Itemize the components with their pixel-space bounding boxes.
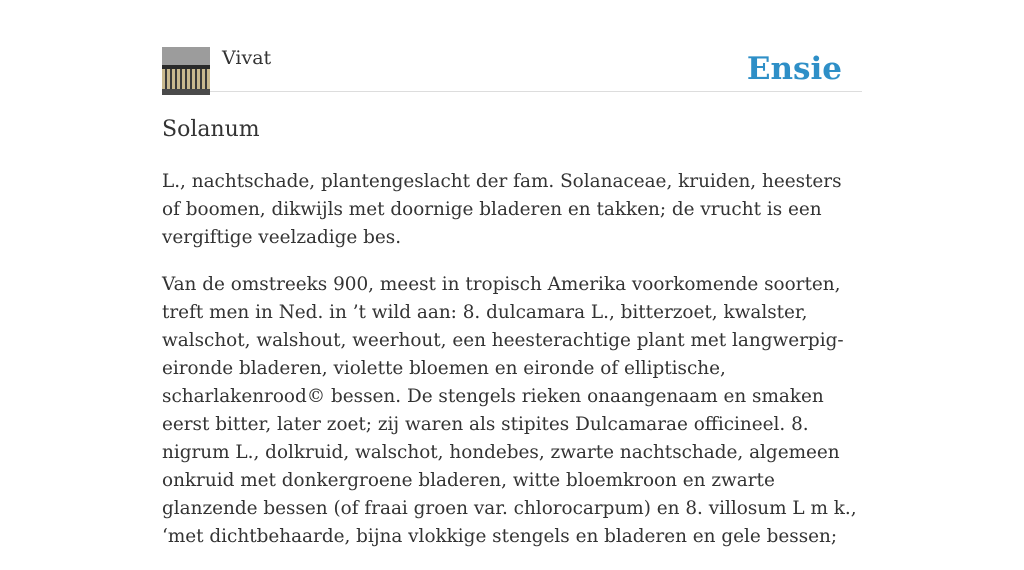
article-paragraph: Van de omstreeks 900, meest in tropisch Amerika voorkomende soorten, treft men in Ned. in ’t wild aan: 8. dulcamara L., bitterzoet, kwalster, walschot, walshout, weerhout, een heesterachtige plant met langwerpig-eironde bladeren, violette bloemen en eironde of elliptische, scharlakenrood© bessen. De stengels rieken onaangenaam en smaken eerst bitter, later zoet; zij waren als stipites Dulcamarae officineel. 8. nigrum L., dolkruid, walschot, hondebes, zwarte nachtschade, algemeen onkruid met donkergroene bladeren, witte bloemkroon en zwarte glanzende bessen (of fraai groen var. chlorocarpum) en 8. villosum L m k., ‘met dichtbehaarde, bijna vlokkige stengels en bladeren en gele bessen; (162, 274, 857, 547)
site-logo[interactable]: Ensie (746, 51, 842, 87)
author-avatar[interactable] (162, 47, 210, 95)
author-name[interactable]: Vivat (222, 47, 272, 69)
bookshelf-avatar-icon (162, 47, 210, 95)
article-body (162, 168, 862, 570)
article-paragraph: L., nachtschade, plantengeslacht der fam. Solanaceae, kruiden, heesters of boomen, dikwijls met doornige bladeren en takken; de vrucht is een vergiftige veelzadige bes. (162, 171, 842, 248)
site-header (162, 47, 862, 92)
article-title: Solanum (162, 117, 260, 142)
